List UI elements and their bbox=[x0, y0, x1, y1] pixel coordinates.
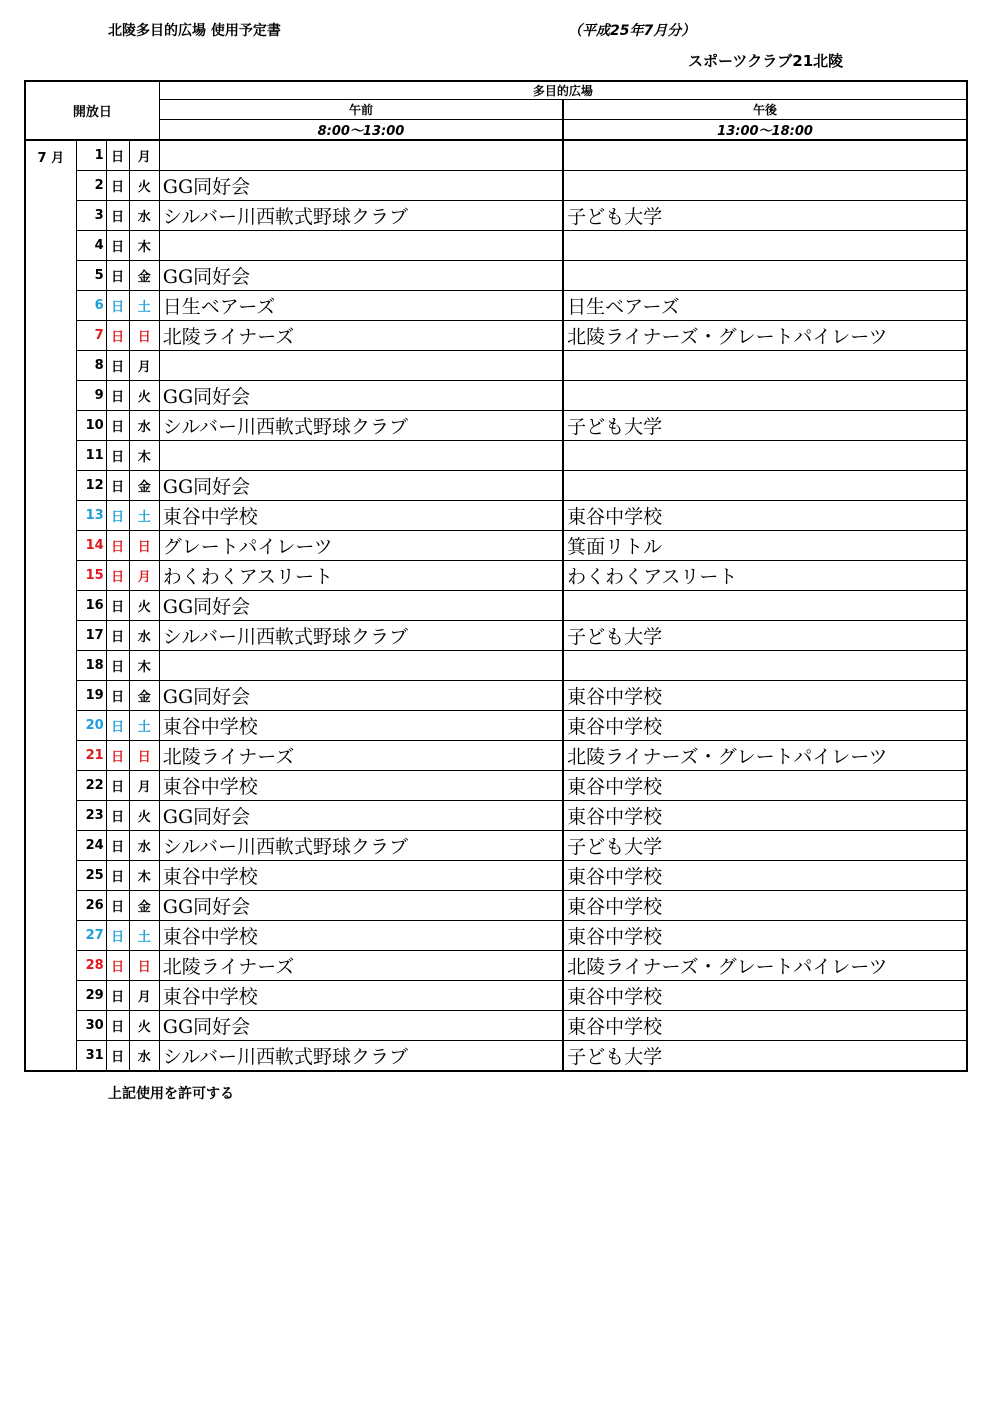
weekday: 水 bbox=[129, 411, 159, 441]
day-number: 26 bbox=[76, 891, 106, 921]
day-suffix: 日 bbox=[106, 501, 129, 531]
table-row bbox=[25, 291, 967, 321]
am-user: GG同好会 bbox=[159, 261, 563, 291]
day-suffix: 日 bbox=[106, 681, 129, 711]
day-number: 5 bbox=[76, 261, 106, 291]
am-user: シルバー川西軟式野球クラブ bbox=[159, 1041, 563, 1072]
am-user: シルバー川西軟式野球クラブ bbox=[159, 411, 563, 441]
pm-user bbox=[563, 171, 967, 201]
am-user: GG同好会 bbox=[159, 1011, 563, 1041]
table-row bbox=[25, 591, 967, 621]
day-number: 13 bbox=[76, 501, 106, 531]
weekday: 金 bbox=[129, 471, 159, 501]
table-row bbox=[25, 621, 967, 651]
am-user bbox=[159, 441, 563, 471]
am-user: 東谷中学校 bbox=[159, 771, 563, 801]
weekday: 金 bbox=[129, 891, 159, 921]
weekday: 月 bbox=[129, 140, 159, 171]
day-number: 29 bbox=[76, 981, 106, 1011]
day-suffix: 日 bbox=[106, 891, 129, 921]
am-user bbox=[159, 140, 563, 171]
am-user: 日生ベアーズ bbox=[159, 291, 563, 321]
header-row-facility bbox=[25, 81, 967, 100]
day-suffix: 日 bbox=[106, 591, 129, 621]
table-row bbox=[25, 1011, 967, 1041]
day-suffix: 日 bbox=[106, 201, 129, 231]
weekday: 月 bbox=[129, 771, 159, 801]
day-suffix: 日 bbox=[106, 321, 129, 351]
weekday: 木 bbox=[129, 231, 159, 261]
weekday: 木 bbox=[129, 651, 159, 681]
day-suffix: 日 bbox=[106, 381, 129, 411]
day-suffix: 日 bbox=[106, 921, 129, 951]
pm-user bbox=[563, 140, 967, 171]
am-user: GG同好会 bbox=[159, 891, 563, 921]
weekday: 月 bbox=[129, 981, 159, 1011]
weekday: 金 bbox=[129, 681, 159, 711]
pm-user: 東谷中学校 bbox=[563, 771, 967, 801]
table-row bbox=[25, 171, 967, 201]
pm-user bbox=[563, 471, 967, 501]
weekday: 土 bbox=[129, 921, 159, 951]
pm-user: 東谷中学校 bbox=[563, 921, 967, 951]
am-user: シルバー川西軟式野球クラブ bbox=[159, 201, 563, 231]
day-number: 23 bbox=[76, 801, 106, 831]
day-number: 28 bbox=[76, 951, 106, 981]
day-suffix: 日 bbox=[106, 801, 129, 831]
day-number: 2 bbox=[76, 171, 106, 201]
am-user: シルバー川西軟式野球クラブ bbox=[159, 831, 563, 861]
pm-user: 東谷中学校 bbox=[563, 681, 967, 711]
table-row bbox=[25, 231, 967, 261]
day-suffix: 日 bbox=[106, 861, 129, 891]
day-number: 15 bbox=[76, 561, 106, 591]
day-suffix: 日 bbox=[106, 741, 129, 771]
pm-user: 子ども大学 bbox=[563, 411, 967, 441]
day-suffix: 日 bbox=[106, 561, 129, 591]
pm-user: 箕面リトル bbox=[563, 531, 967, 561]
table-row bbox=[25, 711, 967, 741]
day-suffix: 日 bbox=[106, 1011, 129, 1041]
am-user: シルバー川西軟式野球クラブ bbox=[159, 621, 563, 651]
weekday: 水 bbox=[129, 621, 159, 651]
weekday: 火 bbox=[129, 171, 159, 201]
day-number: 8 bbox=[76, 351, 106, 381]
am-user bbox=[159, 231, 563, 261]
day-suffix: 日 bbox=[106, 140, 129, 171]
table-row bbox=[25, 1041, 967, 1072]
table-row bbox=[25, 831, 967, 861]
table-row bbox=[25, 441, 967, 471]
day-number: 25 bbox=[76, 861, 106, 891]
table-row bbox=[25, 801, 967, 831]
organization-name: スポーツクラブ21北陵 bbox=[688, 52, 844, 70]
day-number: 10 bbox=[76, 411, 106, 441]
am-user: GG同好会 bbox=[159, 381, 563, 411]
table-row bbox=[25, 651, 967, 681]
am-user: 東谷中学校 bbox=[159, 921, 563, 951]
pm-user bbox=[563, 261, 967, 291]
am-user bbox=[159, 351, 563, 381]
weekday: 水 bbox=[129, 831, 159, 861]
day-suffix: 日 bbox=[106, 351, 129, 381]
am-header: 午前 bbox=[159, 100, 563, 120]
weekday: 日 bbox=[129, 741, 159, 771]
weekday: 火 bbox=[129, 1011, 159, 1041]
weekday: 日 bbox=[129, 321, 159, 351]
weekday: 月 bbox=[129, 561, 159, 591]
day-suffix: 日 bbox=[106, 261, 129, 291]
table-row bbox=[25, 411, 967, 441]
day-number: 19 bbox=[76, 681, 106, 711]
weekday: 水 bbox=[129, 1041, 159, 1072]
schedule-table bbox=[24, 80, 968, 1072]
day-suffix: 日 bbox=[106, 231, 129, 261]
day-suffix: 日 bbox=[106, 441, 129, 471]
day-number: 18 bbox=[76, 651, 106, 681]
table-row bbox=[25, 321, 967, 351]
weekday: 火 bbox=[129, 381, 159, 411]
weekday: 木 bbox=[129, 861, 159, 891]
month-cell: 7 月 bbox=[25, 140, 76, 1071]
table-row bbox=[25, 201, 967, 231]
weekday: 土 bbox=[129, 291, 159, 321]
day-suffix: 日 bbox=[106, 981, 129, 1011]
day-suffix: 日 bbox=[106, 831, 129, 861]
table-row bbox=[25, 861, 967, 891]
day-number: 7 bbox=[76, 321, 106, 351]
pm-user: 東谷中学校 bbox=[563, 891, 967, 921]
am-user: 東谷中学校 bbox=[159, 981, 563, 1011]
day-suffix: 日 bbox=[106, 171, 129, 201]
pm-user: 北陵ライナーズ・グレートパイレーツ bbox=[563, 741, 967, 771]
am-time-header: 8:00～13:00 bbox=[159, 120, 563, 141]
pm-user bbox=[563, 441, 967, 471]
pm-user: 東谷中学校 bbox=[563, 1011, 967, 1041]
day-number: 27 bbox=[76, 921, 106, 951]
day-number: 4 bbox=[76, 231, 106, 261]
table-row bbox=[25, 981, 967, 1011]
header-row-time bbox=[25, 120, 967, 141]
day-number: 14 bbox=[76, 531, 106, 561]
table-row bbox=[25, 951, 967, 981]
am-user: GG同好会 bbox=[159, 471, 563, 501]
weekday: 火 bbox=[129, 801, 159, 831]
am-user: わくわくアスリート bbox=[159, 561, 563, 591]
table-row bbox=[25, 351, 967, 381]
weekday: 日 bbox=[129, 531, 159, 561]
weekday: 土 bbox=[129, 711, 159, 741]
am-user: GG同好会 bbox=[159, 801, 563, 831]
pm-user: 東谷中学校 bbox=[563, 501, 967, 531]
pm-user: 子ども大学 bbox=[563, 201, 967, 231]
pm-user: 北陵ライナーズ・グレートパイレーツ bbox=[563, 321, 967, 351]
am-user: 東谷中学校 bbox=[159, 501, 563, 531]
table-row bbox=[25, 921, 967, 951]
day-number: 6 bbox=[76, 291, 106, 321]
day-suffix: 日 bbox=[106, 531, 129, 561]
day-suffix: 日 bbox=[106, 411, 129, 441]
table-row bbox=[25, 140, 967, 171]
table-row bbox=[25, 471, 967, 501]
am-user: 東谷中学校 bbox=[159, 711, 563, 741]
table-row bbox=[25, 261, 967, 291]
pm-user bbox=[563, 231, 967, 261]
am-user: GG同好会 bbox=[159, 591, 563, 621]
day-number: 16 bbox=[76, 591, 106, 621]
day-number: 30 bbox=[76, 1011, 106, 1041]
day-suffix: 日 bbox=[106, 291, 129, 321]
pm-user bbox=[563, 381, 967, 411]
day-suffix: 日 bbox=[106, 711, 129, 741]
table-row bbox=[25, 681, 967, 711]
document-period: （平成25年7月分） bbox=[568, 23, 696, 39]
table-row bbox=[25, 771, 967, 801]
am-user bbox=[159, 651, 563, 681]
document-title: 北陵多目的広場 使用予定書 bbox=[108, 23, 281, 39]
table-row bbox=[25, 741, 967, 771]
day-number: 9 bbox=[76, 381, 106, 411]
pm-user bbox=[563, 351, 967, 381]
pm-user bbox=[563, 651, 967, 681]
pm-user: 東谷中学校 bbox=[563, 861, 967, 891]
weekday: 土 bbox=[129, 501, 159, 531]
am-user: 北陵ライナーズ bbox=[159, 951, 563, 981]
pm-header: 午後 bbox=[563, 100, 967, 120]
day-number: 3 bbox=[76, 201, 106, 231]
pm-user: 東谷中学校 bbox=[563, 801, 967, 831]
am-user: 北陵ライナーズ bbox=[159, 741, 563, 771]
weekday: 金 bbox=[129, 261, 159, 291]
day-suffix: 日 bbox=[106, 471, 129, 501]
day-suffix: 日 bbox=[106, 771, 129, 801]
day-number: 11 bbox=[76, 441, 106, 471]
pm-user bbox=[563, 591, 967, 621]
am-user: 北陵ライナーズ bbox=[159, 321, 563, 351]
day-suffix: 日 bbox=[106, 651, 129, 681]
facility-header: 多目的広場 bbox=[159, 81, 967, 100]
day-number: 21 bbox=[76, 741, 106, 771]
pm-user: 東谷中学校 bbox=[563, 711, 967, 741]
table-row bbox=[25, 531, 967, 561]
approval-note: 上記使用を許可する bbox=[108, 1086, 234, 1102]
am-user: グレートパイレーツ bbox=[159, 531, 563, 561]
weekday: 日 bbox=[129, 951, 159, 981]
day-number: 31 bbox=[76, 1041, 106, 1072]
weekday: 火 bbox=[129, 591, 159, 621]
table-row bbox=[25, 561, 967, 591]
pm-user: 子ども大学 bbox=[563, 1041, 967, 1072]
day-suffix: 日 bbox=[106, 951, 129, 981]
pm-user: 子ども大学 bbox=[563, 831, 967, 861]
day-number: 12 bbox=[76, 471, 106, 501]
table-row bbox=[25, 891, 967, 921]
day-number: 20 bbox=[76, 711, 106, 741]
day-number: 1 bbox=[76, 140, 106, 171]
am-user: 東谷中学校 bbox=[159, 861, 563, 891]
day-number: 24 bbox=[76, 831, 106, 861]
pm-user: 東谷中学校 bbox=[563, 981, 967, 1011]
weekday: 木 bbox=[129, 441, 159, 471]
day-suffix: 日 bbox=[106, 1041, 129, 1072]
day-suffix: 日 bbox=[106, 621, 129, 651]
pm-user: 日生ベアーズ bbox=[563, 291, 967, 321]
pm-user: 子ども大学 bbox=[563, 621, 967, 651]
table-row bbox=[25, 381, 967, 411]
am-user: GG同好会 bbox=[159, 171, 563, 201]
open-day-header: 開放日 bbox=[25, 81, 159, 140]
header-row-period bbox=[25, 100, 967, 120]
weekday: 月 bbox=[129, 351, 159, 381]
day-number: 17 bbox=[76, 621, 106, 651]
pm-time-header: 13:00～18:00 bbox=[563, 120, 967, 141]
pm-user: わくわくアスリート bbox=[563, 561, 967, 591]
pm-user: 北陵ライナーズ・グレートパイレーツ bbox=[563, 951, 967, 981]
am-user: GG同好会 bbox=[159, 681, 563, 711]
day-number: 22 bbox=[76, 771, 106, 801]
weekday: 水 bbox=[129, 201, 159, 231]
table-row bbox=[25, 501, 967, 531]
